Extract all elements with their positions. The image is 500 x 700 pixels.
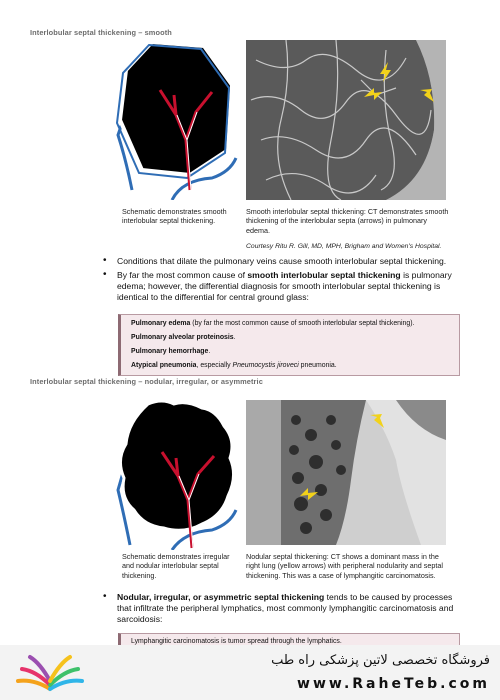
- bullet-nodular-causes: • Nodular, irregular, or asymmetric septal thickening tends to be caused by processes that infiltrate the peripheral lymphatics, most commonly lymphangitic carcinomatosis and sarcoidosis:: [103, 591, 454, 624]
- box-item-edema: Pulmonary edema (by far the most common cause of smooth interlobular septal thickening).: [131, 320, 415, 327]
- schematic-nodular: [112, 400, 242, 550]
- box-item-pneumonia: Atypical pneumonia, especially Pneumocystis jiroveci pneumonia.: [131, 362, 337, 369]
- ct-image-smooth: [246, 40, 446, 200]
- box-item-proteinosis: Pulmonary alveolar proteinosis.: [131, 334, 236, 341]
- footer-banner: [0, 645, 500, 700]
- schematic-caption-smooth: Schematic demonstrates smooth interlobular septal thickening.: [122, 207, 227, 226]
- differential-box-smooth: [118, 314, 460, 376]
- ct-caption-smooth: Smooth interlobular septal thickening: CT demonstrates smooth thickening of the interlobular septa (arrows) in pulmonary edema.: [246, 207, 449, 235]
- bullet-smooth-causes: • By far the most common cause of smooth interlobular septal thickening is pulmonary edema; however, the differential diagnosis for smooth interlobular septal thickening is identical to the differential for central ground glass:: [103, 269, 452, 302]
- ct-caption-nodular: Nodular septal thickening: CT shows a dominant mass in the right lung (yellow arrows) with peripheral nodularity and septal thickening. This was a case of lymphangitic carcinomatosis.: [246, 552, 443, 580]
- box-item-hemorrhage: Pulmonary hemorrhage.: [131, 348, 211, 355]
- bullet-veins: • Conditions that dilate the pulmonary veins cause smooth interlobular septal thickening.: [103, 255, 447, 266]
- book-logo-icon: [14, 651, 86, 695]
- section-title-smooth: Interlobular septal thickening – smooth: [30, 28, 172, 37]
- footer-persian-title: فروشگاه تخصصی لاتین پزشکی راه طب: [271, 653, 490, 668]
- box-item-lymphangitic: Lymphangitic carcinomatosis is tumor spread through the lymphatics.: [131, 638, 342, 645]
- schematic-smooth: [112, 40, 242, 200]
- section-title-nodular: Interlobular septal thickening – nodular, irregular, or asymmetric: [30, 377, 263, 386]
- ct-image-nodular: [246, 400, 446, 545]
- image-credit: Courtesy Ritu R. Gill, MD, MPH, Brigham and Women's Hospital.: [246, 243, 442, 250]
- schematic-caption-nodular: Schematic demonstrates irregular and nodular interlobular septal thickening.: [122, 552, 230, 580]
- footer-url[interactable]: www.RaheTeb.com: [297, 676, 490, 692]
